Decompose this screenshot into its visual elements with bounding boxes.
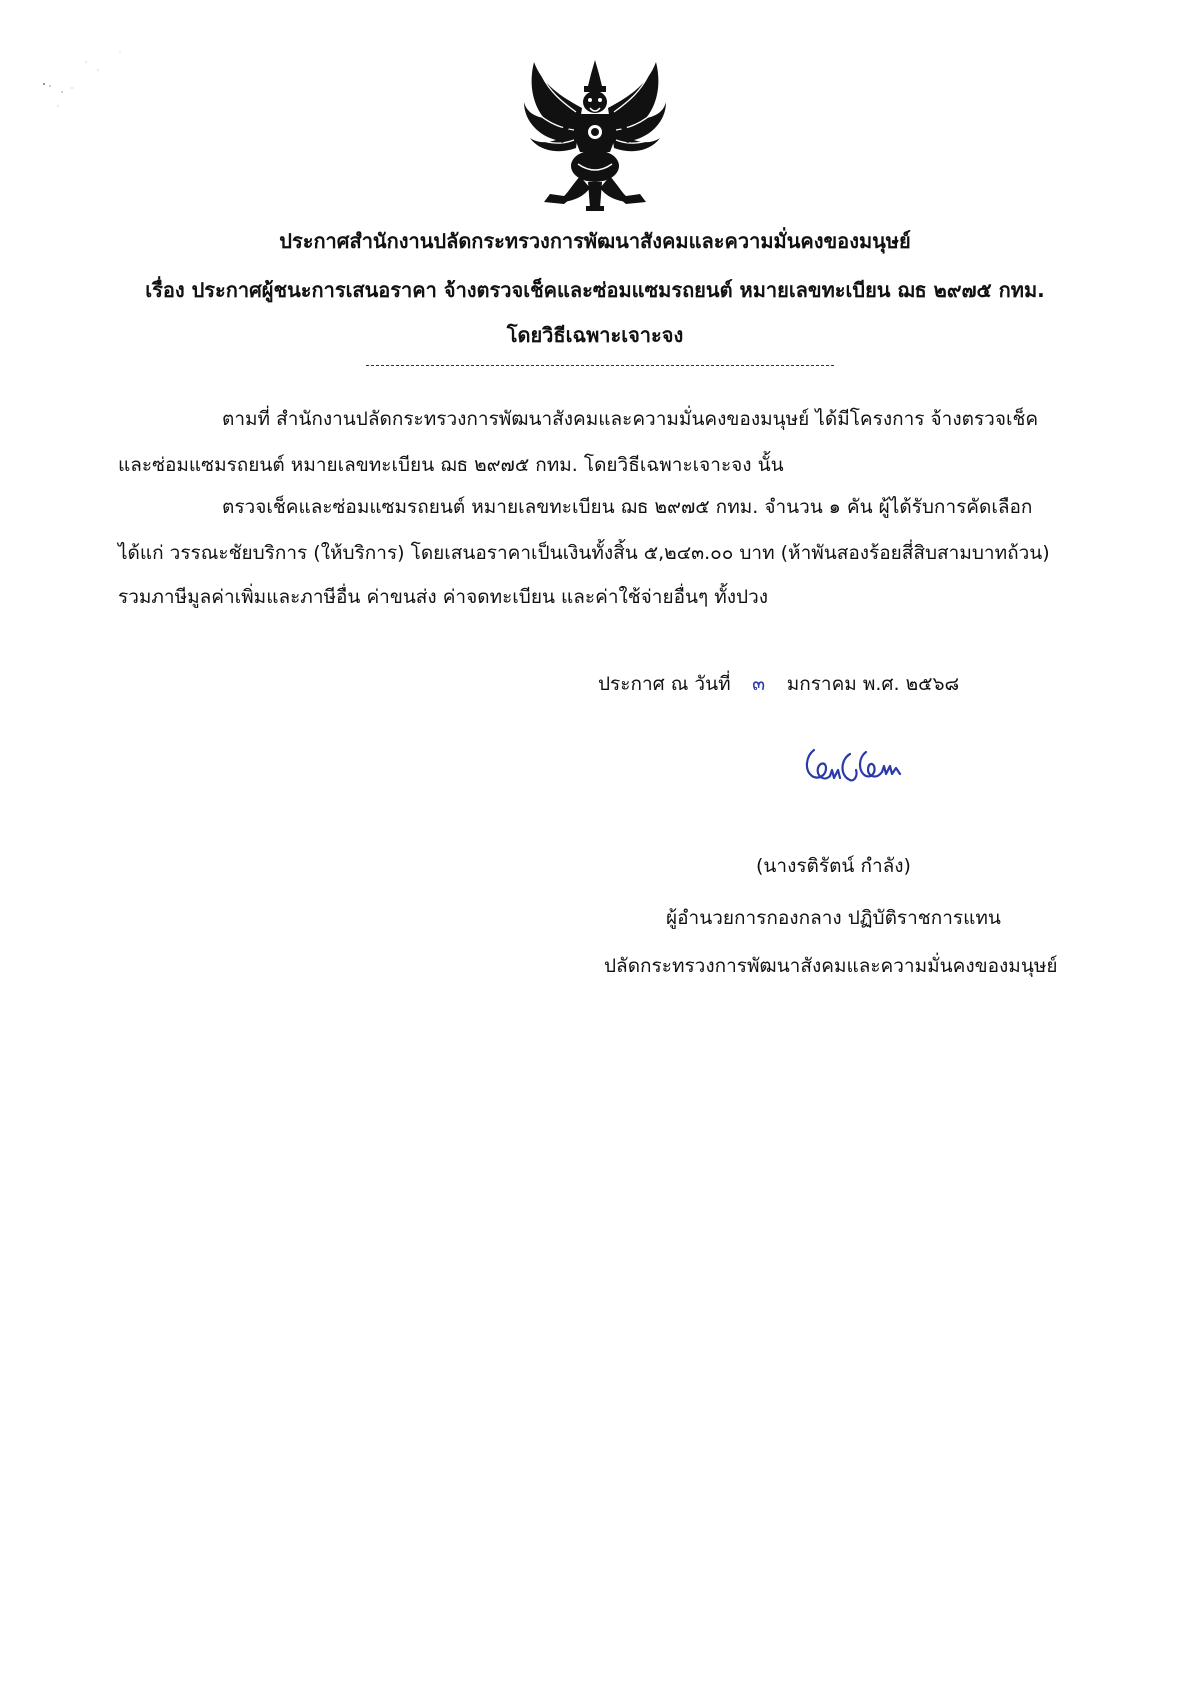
signatory-position: ผู้อำนวยการกองกลาง ปฏิบัติราชการแทน (666, 907, 1001, 929)
scan-specks (36, 48, 136, 118)
procurement-method: โดยวิธีเฉพาะเจาะจง (506, 323, 684, 347)
paragraph-1-line-2: และซ่อมแซมรถยนต์ หมายเลขทะเบียน ฌธ ๒๙๗๕ กทม. โดยวิธีเฉพาะเจาะจง นั้น (118, 454, 784, 476)
announcement-date (598, 670, 959, 698)
date-prefix: ประกาศ ณ วันที่ (598, 673, 731, 695)
paragraph-1-line-1: ตามที่ สำนักงานปลัดกระทรวงการพัฒนาสังคมและความมั่นคงของมนุษย์ ได้มีโครงการ จ้างตรวจเช็ค (222, 408, 1039, 430)
signatory-office: ปลัดกระทรวงการพัฒนาสังคมและความมั่นคงของมนุษย์ (604, 955, 1058, 977)
handwritten-signature-icon (796, 736, 916, 796)
paragraph-2-line-2: ได้แก่ วรรณะชัยบริการ (ให้บริการ) โดยเสนอราคาเป็นเงินทั้งสิ้น ๕,๒๔๓.๐๐ บาท (ห้าพันสองร้อยสี่สิบสามบาทถ้วน) (118, 542, 1050, 564)
date-month-year: มกราคม พ.ศ. ๒๕๖๘ (786, 673, 960, 695)
announcement-subject: เรื่อง ประกาศผู้ชนะการเสนอราคา จ้างตรวจเช็คและซ่อมแซมรถยนต์ หมายเลขทะเบียน ฌธ ๒๙๗๕ กทม. (145, 278, 1045, 302)
paragraph-2-line-3: รวมภาษีมูลค่าเพิ่มและภาษีอื่น ค่าขนส่ง ค่าจดทะเบียน และค่าใช้จ่ายอื่นๆ ทั้งปวง (118, 586, 769, 608)
signatory-name: (นางรติรัตน์ กำลัง) (756, 855, 911, 877)
announcement-title: ประกาศสำนักงานปลัดกระทรวงการพัฒนาสังคมและความมั่นคงของมนุษย์ (279, 229, 911, 253)
date-day-handwritten: ๓ (752, 673, 766, 695)
paragraph-2-line-1: ตรวจเช็คและซ่อมแซมรถยนต์ หมายเลขทะเบียน ฌธ ๒๙๗๕ กทม. จำนวน ๑ คัน ผู้ได้รับการคัดเลือก (222, 496, 1033, 518)
section-divider (366, 365, 834, 366)
garuda-emblem-icon (520, 56, 670, 214)
